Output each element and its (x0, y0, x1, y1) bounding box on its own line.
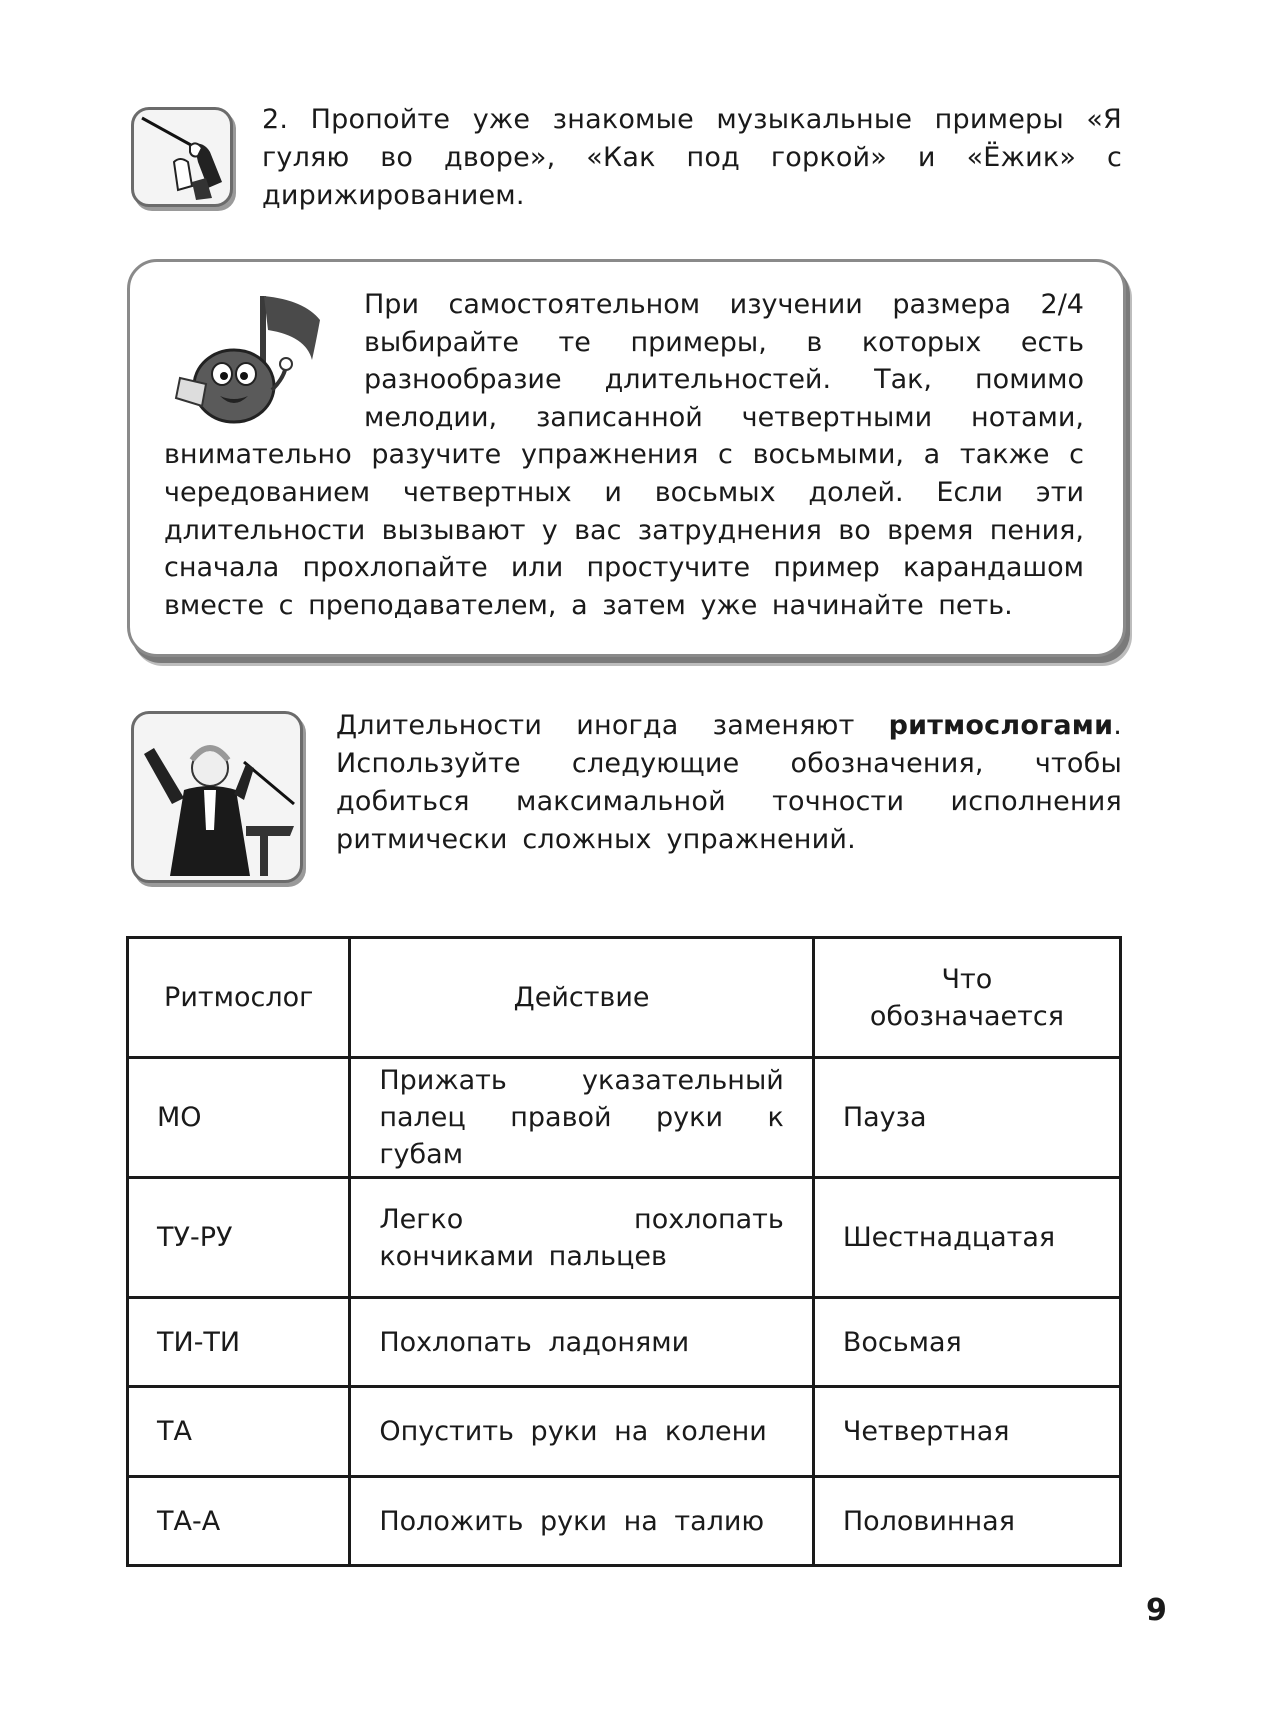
tip-text-block (164, 286, 1084, 624)
cell-meaning: Шестнадцатая (813, 1178, 1120, 1298)
rhythm-intro-bold: ритмослогами (888, 710, 1114, 741)
cell-syllable: ТА (128, 1387, 350, 1477)
table-row (128, 1477, 1121, 1566)
cell-meaning: Пауза (813, 1058, 1120, 1178)
rhythm-intro-after: . Используйте следующие обозначения, чтобы добиться максимальной точности исполнения ритмически сложных упражнений. (336, 710, 1122, 855)
cell-meaning: Четвертная (813, 1387, 1120, 1477)
tip-text: При самостоятельном изучении размера 2/4 выбирайте те примеры, в которых есть разнообразие длительностей. Так, помимо мелодии, записанной четвертными нотами, внимательно разучите упражнения с восьмыми, а также с чередованием четвертных и восьмых долей. Если эти длительности вызывают у вас затруднения во время пения, сначала прохлопайте или простучите пример карандашом вместе с преподавателем, а затем уже начинайте петь. (164, 289, 1084, 621)
header-action: Действие (350, 938, 813, 1058)
table-row (128, 1058, 1121, 1178)
conductor-icon (131, 711, 303, 883)
header-syllable: Ритмослог (128, 938, 350, 1058)
cell-action: Легко похлопать кончиками пальцев (350, 1178, 813, 1298)
cell-action: Похлопать ладонями (350, 1298, 813, 1387)
cell-action: Прижать указательный палец правой руки к губам (350, 1058, 813, 1178)
table-row (128, 1178, 1121, 1298)
cell-syllable: ТИ-ТИ (128, 1298, 350, 1387)
page-number: 9 (1146, 1593, 1167, 1628)
cell-syllable: МО (128, 1058, 350, 1178)
cell-syllable: ТА-А (128, 1477, 350, 1566)
rhythm-syllables-table (126, 936, 1122, 1567)
header-meaning: Что обозначается (813, 938, 1120, 1058)
cell-action: Опустить руки на колени (350, 1387, 813, 1477)
tip-box (127, 259, 1126, 657)
rhythm-intro-before: Длительности иногда заменяют (336, 710, 889, 741)
cell-meaning: Восьмая (813, 1298, 1120, 1387)
rhythm-intro-text (336, 707, 1122, 859)
conducting-hands-icon (131, 107, 233, 207)
cell-syllable: ТУ-РУ (128, 1178, 350, 1298)
singing-note-icon (164, 282, 364, 432)
table-row (128, 1298, 1121, 1387)
table-row (128, 1387, 1121, 1477)
exercise-text: 2. Пропойте уже знакомые музыкальные примеры «Я гуляю во дворе», «Как под горкой» и «Ёжик» с дирижированием. (262, 104, 1122, 211)
table-header-row (128, 938, 1121, 1058)
cell-meaning: Половинная (813, 1477, 1120, 1566)
cell-action: Положить руки на талию (350, 1477, 813, 1566)
